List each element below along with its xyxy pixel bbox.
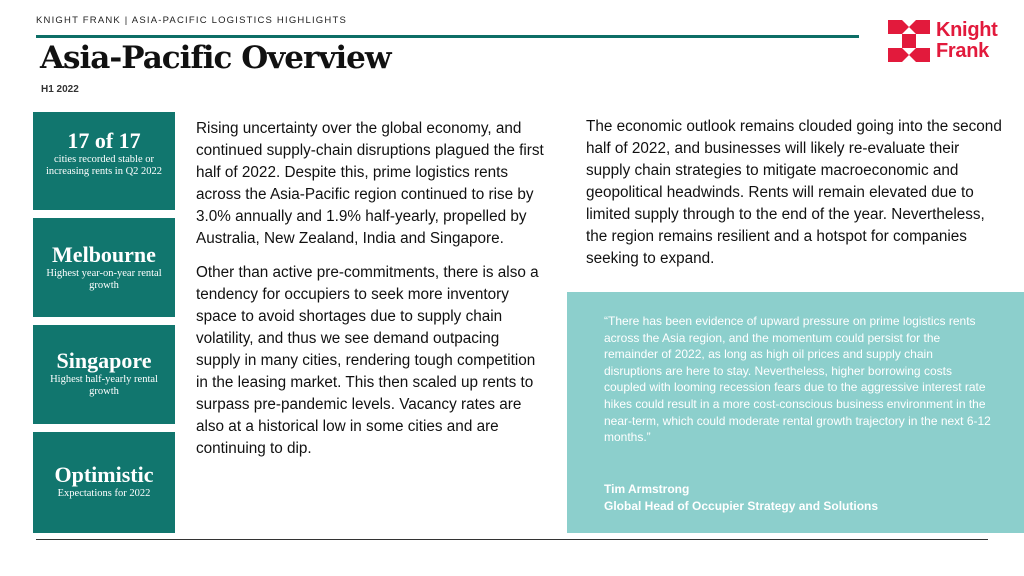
body-paragraph-3: The economic outlook remains clouded going into the second half of 2022, and businesses will likely re-evaluate their supply chain strategies to mitigate macroeconomic and geopolitical headwinds. Rents will remain elevated due to limited supply through to the end of the year. Nevertheless, the region remains resilient and a hotspot for companies seeking to expand.	[586, 118, 1002, 267]
body-column-left	[196, 118, 546, 460]
stat-caption: cities recorded stable or increasing rents in Q2 2022	[45, 154, 163, 177]
stat-card-singapore	[33, 325, 175, 424]
quote-author-title: Global Head of Occupier Strategy and Solutions	[604, 499, 879, 513]
quote-author-name: Tim Armstrong	[604, 482, 690, 496]
logo-line2: Frank	[936, 40, 989, 62]
body-column-right	[586, 116, 1006, 270]
knight-frank-logo	[888, 20, 1008, 66]
stat-card-optimistic	[33, 432, 175, 533]
stat-value: 17 of 17	[67, 128, 141, 153]
quote-box	[567, 292, 1024, 533]
stat-value: Singapore	[56, 348, 152, 373]
page-subtitle: H1 2022	[41, 84, 79, 95]
header-rule	[36, 35, 859, 38]
stat-caption: Expectations for 2022	[57, 488, 151, 499]
stat-caption: Highest year-on-year rental growth	[46, 268, 162, 291]
stat-value: Melbourne	[52, 242, 156, 267]
body-paragraph-2: Other than active pre-commitments, there is also a tendency for occupiers to seek more inventory space to avoid shortages due to supply chain volatility, and thus we see demand outpacing supply in many cities, rendering tough competition in the leasing market. This then scaled up rents to surpass pre-pandemic levels. Vacancy rates are also at a historical low in some cities and are continuing to dip.	[196, 264, 539, 457]
logo-line1: Knight	[936, 19, 998, 41]
body-paragraph-1: Rising uncertainty over the global economy, and continued supply-chain disruptions plagued the first half of 2022. Despite this, prime logistics rents across the Asia-Pacific region continued to rise by 3.0% annually and 1.9% half-yearly, propelled by Australia, New Zealand, India and Singapore.	[196, 120, 544, 247]
stat-value: Optimistic	[54, 462, 154, 487]
stat-caption: Highest half-yearly rental growth	[50, 374, 158, 397]
stat-card-cities	[33, 112, 175, 210]
breadcrumb: KNIGHT FRANK | ASIA-PACIFIC LOGISTICS HIGHLIGHTS	[36, 15, 347, 26]
footer-rule	[36, 539, 988, 540]
page-title: Asia-Pacific Overview	[40, 40, 391, 76]
stat-card-melbourne	[33, 218, 175, 317]
quote-text: “There has been evidence of upward pressure on prime logistics rents across the Asia region, and the momentum could persist for the remainder of 2022, as long as high oil prices and supply chain disruptions are here to stay. Nevertheless, higher borrowing costs coupled with looming recession fears due to the aggressive interest rate hikes could result in a more cost-conscious business environment in the near-term, which could moderate rental growth trajectory in the next 6-12 months.”	[604, 314, 991, 445]
quote-attribution	[604, 481, 878, 515]
logo-mark-icon	[888, 20, 932, 64]
